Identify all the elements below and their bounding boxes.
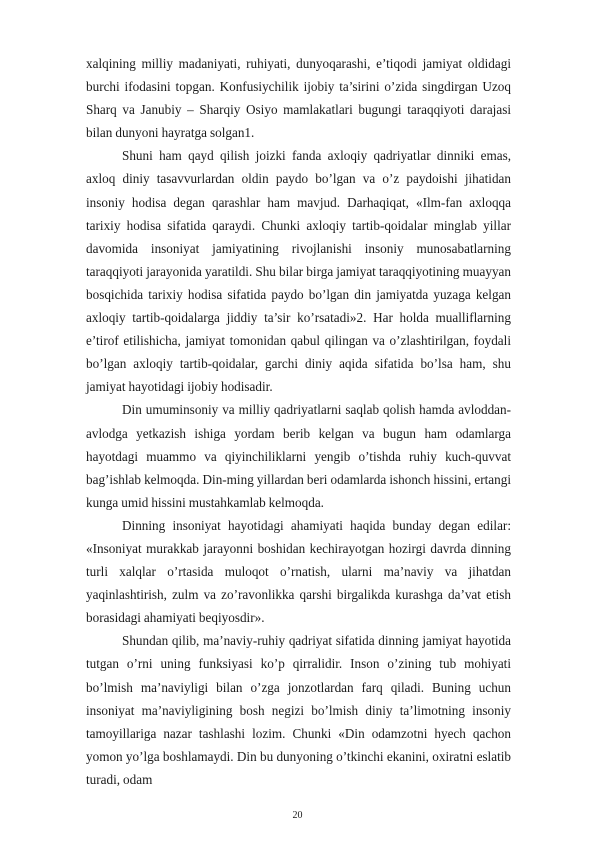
page-body [86,52,511,791]
paragraph-5: Shundan qilib, ma’naviy-ruhiy qadriyat sifatida dinning jamiyat hayotida tutgan o’rni uning funksiyasi ko’p qirralidir. Inson o’zining tub mohiyati bo’lmish ma’naviyligi bilan o’zga jonzotlardan farq qiladi. Buning uchun insoniyat ma’naviyligining bosh negizi bo’lmish diniy ta’limotning insoniy tamoyillariga nazar tashlashi lozim. Chunki «Din odamzotni hyech qachon yomon yo’lga boshlamaydi. Din bu dunyoning o’tkinchi ekanini, oxiratni eslatib turadi, odam [86,633,511,787]
paragraph-4: Dinning insoniyat hayotidagi ahamiyati haqida bunday degan edilar: «Insoniyat murakkab jarayonni boshidan kechirayotgan hozirgi davrda dinning turli xalqlar o’rtasida muloqot o’rnatish, ularni ma’naviy va jihatdan yaqinlashtirish, zulm va zo’ravonlikka qarshi birgalikda kurashga da’vat etish borasidagi ahamiyati beqiyosdir». [86,517,511,626]
paragraph-2: Shuni ham qayd qilish joizki fanda axloqiy qadriyatlar dinniki emas, axloq diniy tasavvurlardan oldin paydo bo’lgan va o’z paydoishi jihatidan insoniy hodisa degan qarashlar ham mavjud. Darhaqiqat, «Ilm-fan axloqqa tarixiy hodisa sifatida qaraydi. Chunki axloqiy tartib-qoidalar minglab yillar davomida insoniyat jamiyatining rivojlanishi insoniy munosabatlarning taraqqiyoti jarayonida yaratildi. Shu bilar birga jamiyat taraqqiyotining muayyan bosqichida tarixiy hodisa sifatida paydo bo’lgan din jamiyatda yuzaga kelgan axloqiy tartib-qoidalarga jiddiy ta’sir ko’rsatadi»2. Har holda mualliflarning e’tirof etilishicha, jamiyat tomonidan qabul qilingan va o’zlashtirilgan, foydali bo’lgan axloqiy tartib-qoidalar, garchi diniy aqida sifatida bo’lsa ham, shu jamiyat hayotidagi ijobiy hodisadir. [86,148,511,395]
paragraph-1: xalqining milliy madaniyati, ruhiyati, dunyoqarashi, e’tiqodi jamiyat oldidagi burchi ifodasini topgan. Konfusiychilik ijobiy ta’sirini o’zida singdirgan Uzoq Sharq va Janubiy – Sharqiy Osiyo mamlakatlari bugungi taraqqiyoti darajasi bilan dunyoni hayratga solgan1. [86,56,511,141]
page-number: 20 [292,810,303,821]
paragraph-3: Din umuminsoniy va milliy qadriyatlarni saqlab qolish hamda avloddan-avlodga yetkazish ishiga yordam berib kelgan va bugun ham odamlarga hayotdagi muammo va qiyinchiliklarni yengib o’tishda ruhiy kuch-quvvat bag’ishlab kelmoqda. Din-ming yillardan beri odamlarda ishonch hissini, ertangi kunga umid hissini mustahkamlab kelmoqda. [86,402,511,510]
